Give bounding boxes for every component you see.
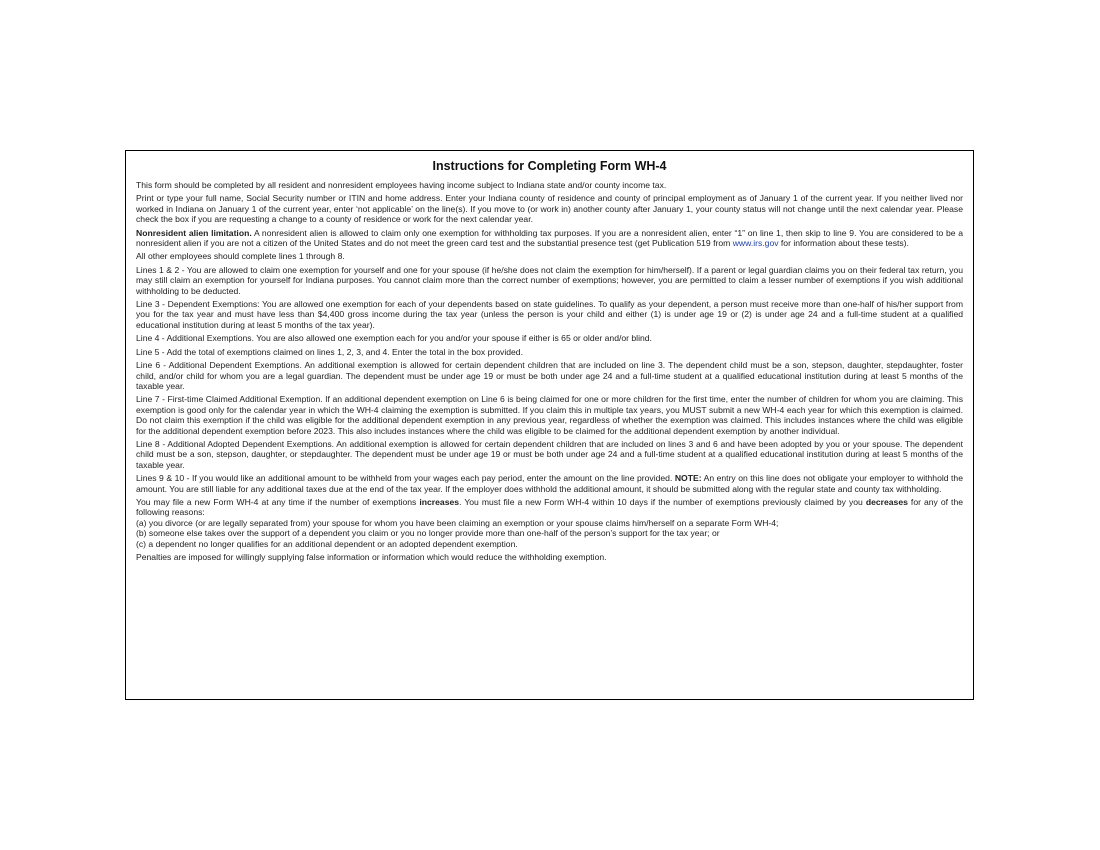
lines-1-2-paragraph: Lines 1 & 2 - You are allowed to claim one exemption for yourself and one for your spouse (if he/she does not claim the exemption for him/herself). If a parent or legal guardian claims you on their federal tax return, you may still claim an exemption for yourself for Indiana purposes. You cannot claim more than the correct number of exemptions; however, you are permitted to claim a lesser number of exemptions if you wish additional withholding to be deducted. <box>136 264 963 296</box>
line-5-paragraph: Line 5 - Add the total of exemptions claimed on lines 1, 2, 3, and 4. Enter the total in the box provided. <box>136 346 523 357</box>
decreases-word: decreases <box>865 496 908 507</box>
line-7-paragraph: Line 7 - First-time Claimed Additional Exemption. If an additional dependent exemption on Line 6 is being claimed for one or more children for the first time, enter the number of children for whom you are claiming. This exemption is good only for the calendar year in which the WH-4 claiming the exemption is submitted. If you claim this in multiple tax years, you MUST submit a new WH-4 each year for which this exemption is claimed. Do not claim this exemption if the child was eligible for the additional dependent exemption in any previous year, regardless of whether the exemption was claimed. This includes instances where the child was eligible for the additional dependent exemption before 2023. This also includes instances where the child was eligible to be claimed for the additional dependent exemption by another individual. <box>136 394 963 436</box>
nonresident-text-after-link: for information about these tests). <box>778 238 909 249</box>
lines-9-10-text-after: An entry on this line does not obligate your employer to withhold the amount. You are still liable for any additional taxes due at the end of the tax year. If the employer does withhold the additional amount, it should be submitted along with the regular state and county tax withholding. <box>136 473 963 494</box>
irs-gov-link[interactable]: www.irs.gov <box>732 238 779 249</box>
print-type-paragraph: Print or type your full name, Social Security number or ITIN and home address. Enter your Indiana county of residence and county of principal employment as of January 1 of the current year. If you neither lived nor worked in Indiana on January 1 of the current year, enter ‘not applicable’ on the line(s). If you move to (or work in) another county after January 1, your county status will not change until the next calendar year. Please check the box if you are requesting a change to a county of residence or work for the next calendar year. <box>136 193 963 225</box>
new-form-part-3: for any of the following reasons: <box>136 496 963 518</box>
lines-9-10-text-before: Lines 9 & 10 - If you would like an additional amount to be withheld from your wages each pay period, enter the amount on the line provided. <box>136 473 675 484</box>
page-title: Instructions for Completing Form WH-4 <box>432 159 667 173</box>
penalties-paragraph: Penalties are imposed for willingly supplying false information or information which would reduce the withholding exemption. <box>136 552 607 562</box>
line-4-paragraph: Line 4 - Additional Exemptions. You are also allowed one exemption each for you and/or your spouse if either is 65 or older and/or blind. <box>136 333 652 344</box>
line-3-paragraph: Line 3 - Dependent Exemptions: You are allowed one exemption for each of your dependents based on state guidelines. To qualify as your dependent, a person must receive more than one-half of his/her support from you for the tax year and must have less than $4,400 gross income during the tax year (unless the person is your child and either (1) is under age 19 or (2) is under age 24 and a full-time student at a qualified educational institution during at least 5 months of the tax year). <box>136 299 963 330</box>
line-8-paragraph: Line 8 - Additional Adopted Dependent Exemptions. An additional exemption is allowed for certain dependent children that are included on lines 3 and 6 and have been adopted by you or your spouse. The dependent child must be a son, stepson, daughter, or stepdaughter. The dependent must be under age 19 or must be both under age 24 and a full-time student at a qualified educational institution during at least 5 months of the taxable year. <box>136 438 963 470</box>
nonresident-text-before-link: A nonresident alien is allowed to claim only one exemption for withholding tax purposes. If you are a nonresident alien, enter “1” on line 1, then skip to line 9. You are considered to be a nonresident alien if you are not a citizen of the United States and do not meet the green card test and the substantial presence test (get Publication 519 from <box>136 227 964 249</box>
reason-b: (b) someone else takes over the support of a dependent you claim or you no longer provide more than one-half of the person’s support for the tax year; or <box>136 528 720 539</box>
note-label: NOTE: <box>674 473 702 484</box>
reason-c: (c) a dependent no longer qualifies for an additional dependent or an adopted dependent exemption. <box>136 538 518 549</box>
all-other-paragraph: All other employees should complete lines 1 through 8. <box>136 251 345 262</box>
intro-paragraph: This form should be completed by all resident and nonresident employees having income subject to Indiana state and/or county income tax. <box>136 180 667 190</box>
instructions-box <box>125 150 974 700</box>
nonresident-label: Nonresident alien limitation. <box>136 227 252 238</box>
increases-word: increases <box>419 496 460 507</box>
new-form-paragraph <box>136 497 963 549</box>
new-form-part-2: . You must file a new Form WH-4 within 10 days if the number of exemptions previously claimed by you <box>459 496 866 507</box>
nonresident-paragraph <box>136 228 963 249</box>
lines-9-10-paragraph <box>136 473 963 494</box>
line-6-paragraph: Line 6 - Additional Dependent Exemptions. An additional exemption is allowed for certain dependent children that are included on line 3. The dependent child must be a son, stepson, daughter, stepdaughter, foster child, and/or child for whom you are a legal guardian. The dependent must be under age 19 or must be both under age 24 and a full-time student at a qualified educational institution during at least 5 months of the taxable year. <box>136 360 963 391</box>
new-form-part-1: You may file a new Form WH-4 at any time if the number of exemptions <box>136 496 420 507</box>
reason-a: (a) you divorce (or are legally separated from) your spouse for whom you have been claiming an exemption or your spouse claims him/herself on a separate Form WH-4; <box>136 517 779 528</box>
